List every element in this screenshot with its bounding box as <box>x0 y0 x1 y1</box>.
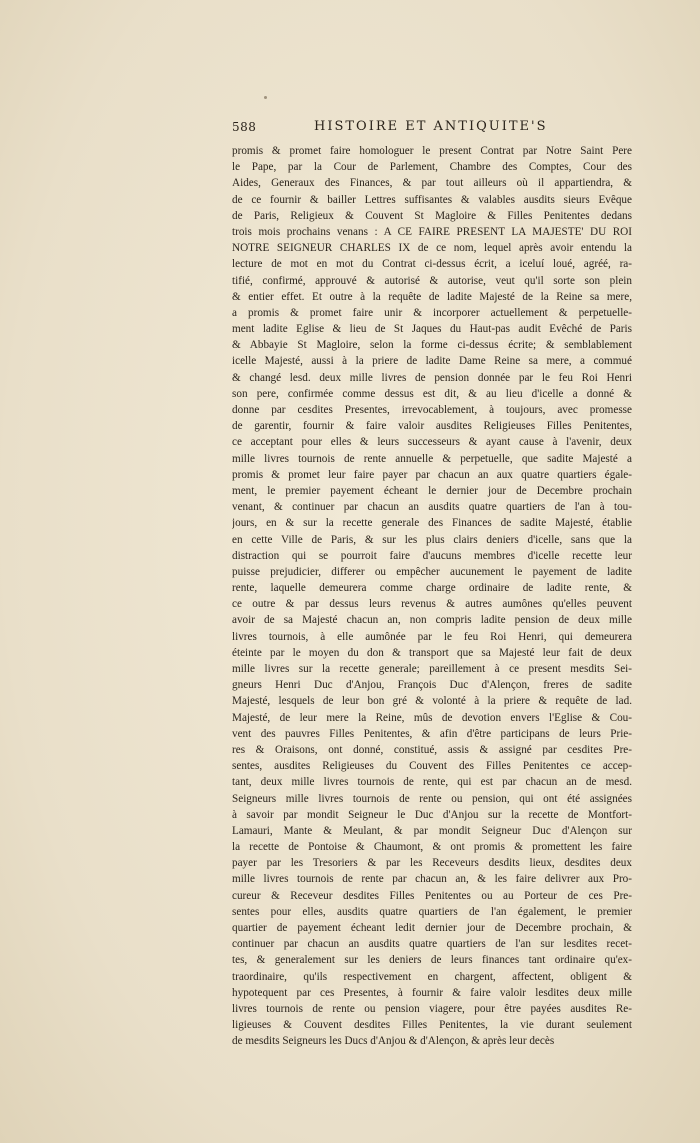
running-title: HISTOIRE ET ANTIQUITE'S <box>314 119 548 134</box>
text-line: rente, laquelle demeurera comme charge ordinaire de ladite rente, & <box>232 582 632 595</box>
text-line: en cette Ville de Paris, & sur les plus clairs deniers d'icelle, sans que la <box>232 533 632 546</box>
text-line: payer par les Tresoriers & par les Receveurs desdits lieux, desdites deux <box>232 857 632 870</box>
text-line: traordinaire, qu'ils respectivement en chargent, affectent, obligent & <box>232 970 632 983</box>
text-line: ce acceptant pour elles & leurs successeurs & ayant cause à l'avenir, deux <box>232 436 632 449</box>
text-line: tifié, confirmé, approuvé & autorisé & autorise, veut qu'il sorte son plein <box>232 274 632 287</box>
text-line: Majesté, de leur mere la Reine, mûs de devotion envers l'Eglise & Cou- <box>232 711 632 724</box>
text-line: hypotequent par ces Presentes, à fournir & faire valoir lesdites deux mille <box>232 986 632 999</box>
text-line: mille livres tournois de rente annuelle & perpetuelle, que sadite Majesté a <box>232 452 632 465</box>
text-line: de garentir, fournir & faire valoir ausdites Religieuses Filles Penitentes, <box>232 420 632 433</box>
text-line: de ce fournir & bailler Lettres suffisantes & valables ausdits sieurs Evêque <box>232 193 632 206</box>
text-line: Majesté, lesquels de leur bon gré & volonté à la priere & requête de lad. <box>232 695 632 708</box>
text-line: tes, & generalement sur les deniers de leurs finances tant ordinaire qu'ex- <box>232 954 632 967</box>
ink-speck <box>264 96 267 99</box>
text-line: ment ladite Eglise & lieu de St Jaques du Haut-pas audit Evêché de Paris <box>232 323 632 336</box>
text-line: vent des pauvres Filles Penitentes, & afin d'être participans de leurs Prie- <box>232 727 632 740</box>
text-line: sentes, ausdites Religieuses du Couvent des Filles Penitentes ce accep- <box>232 760 632 773</box>
text-line: éteinte par le moyen du don & transport que sa Majesté leur fait de deux <box>232 646 632 659</box>
body-text <box>232 143 632 1050</box>
text-line: a promis & promet faire unir & incorporer actuellement & perpetuelle- <box>232 306 632 319</box>
page-number: 588 <box>232 120 257 134</box>
text-line: jours, en & sur la recette generale des Finances de sadite Majesté, établie <box>232 517 632 530</box>
text-line: puisse prejudicier, differer ou empêcher aucunement le payement de ladite <box>232 565 632 578</box>
text-line: promis & promet faire homologuer le present Contrat par Notre Saint Pere <box>232 145 632 157</box>
text-line: mille livres tournois de rente par chacun an, & les faire delivrer aux Pro- <box>232 873 632 886</box>
text-line: venant, & continuer par chacun an ausdits quatre quartiers de l'an à tou- <box>232 501 632 514</box>
text-line: NOTRE SEIGNEUR CHARLES IX de ce nom, lequel après avoir entendu la <box>232 242 632 255</box>
text-line: son pere, confirmée comme dessus est dit, & au lieu d'icelle a donné & <box>232 387 632 400</box>
text-line: mille livres sur la recette generale; pareillement à ce present mesdits Sei- <box>232 663 632 675</box>
text-line: Lamauri, Mante & Meulant, & par mondit Seigneur Duc d'Alençon sur <box>232 824 632 837</box>
text-line: donne par cesdites Presentes, irrevocablement, à toujours, avec promesse <box>232 404 632 416</box>
text-line: distraction qui se pourroit faire d'aucuns membres d'icelle recette leur <box>232 549 632 562</box>
text-line: res & Oraisons, ont donné, constitué, assis & assigné par cesdites Pre- <box>232 743 632 756</box>
text-line: le Pape, par la Cour de Parlement, Chambre des Comptes, Cour des <box>232 161 632 174</box>
text-line: lecture de mot en mot du Contrat ci-dessus écrit, a iceluí loué, agréé, ra- <box>232 258 632 271</box>
text-line: gneurs Henri Duc d'Anjou, François Duc d'Alençon, freres de sadite <box>232 679 632 692</box>
text-line: & entier effet. Et outre à la requête de ladite Majesté de la Reine sa mere, <box>232 290 632 303</box>
text-line: promis & promet leur faire payer par chacun an aux quatre quartiers égale- <box>232 468 632 481</box>
text-line: tant, deux mille livres tournois de rente, qui est par chacun an de mesd. <box>232 776 632 789</box>
text-line: quartier de payement écheant ledit dernier jour de Decembre prochain, & <box>232 922 632 934</box>
page-header <box>232 119 632 139</box>
text-line: trois mois prochains venans : A CE FAIRE PRESENT LA MAJESTE' DU ROI <box>232 225 632 238</box>
text-line: livres tournois, à elle aumônée par le feu Roi Henri, qui demeurera <box>232 630 632 643</box>
text-line: avoir de sa Majesté chacun an, non compris ladite pension de deux mille <box>232 614 632 627</box>
text-line: ment, le premier payement écheant le dernier jour de Decembre prochain <box>232 484 632 497</box>
text-line: icelle Majesté, aussi à la priere de ladite Dame Reine sa mere, a commué <box>232 355 632 368</box>
text-line: Aides, Generaux des Finances, & par tout ailleurs où il appartiendra, & <box>232 177 632 190</box>
text-line: ce outre & par dessus leurs revenus & autres aumônes qu'elles peuvent <box>232 598 632 611</box>
text-line: & Abbayie St Magloire, selon la forme ci-dessus écrite; & semblablement <box>232 339 632 352</box>
text-line: continuer par chacun an ausdits quatre quartiers de l'an sur lesdites recet- <box>232 938 632 951</box>
text-line: à savoir par mondit Seigneur le Duc d'Anjou sur la recette de Montfort- <box>232 808 632 821</box>
text-line: cureur & Receveur desdites Filles Penitentes ou au Porteur de ces Pre- <box>232 889 632 902</box>
text-line: Seigneurs mille livres tournois de rente ou pension, qui ont été assignées <box>232 792 632 805</box>
text-line: ligieuses & Couvent desdites Filles Penitentes, la vie durant seulement <box>232 1019 632 1032</box>
text-line: de mesdits Seigneurs les Ducs d'Anjou & d'Alençon, & après leur decès <box>232 1035 555 1048</box>
text-line: livres tournois de rente ou pension viagere, pour être payées ausdites Re- <box>232 1002 632 1015</box>
text-line: & changé lesd. deux mille livres de pension donnée par le feu Roi Henri <box>232 371 632 384</box>
text-line: sentes pour elles, ausdits quatre quartiers de l'an également, le premier <box>232 905 632 918</box>
text-line: de Paris, Religieux & Couvent St Magloire & Filles Penitentes dedans <box>232 209 632 222</box>
text-line: la recette de Pontoise & Chaumont, & ont promis & promettent les faire <box>232 841 632 854</box>
